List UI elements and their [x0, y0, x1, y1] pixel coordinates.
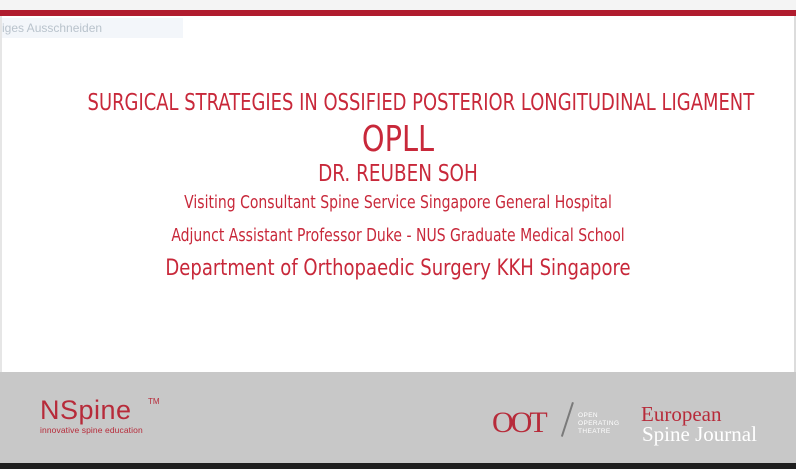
- top-strip: [0, 0, 796, 10]
- presenter-name: DR. REUBEN SOH: [318, 161, 478, 187]
- nspine-trademark: TM: [148, 397, 160, 406]
- top-accent-bar: [0, 10, 796, 16]
- european-spine-journal-logo: [641, 404, 757, 444]
- title-block: [0, 88, 796, 283]
- footer-band: [0, 372, 796, 463]
- snipping-tool-overlay-label: iges Ausschneiden: [0, 18, 183, 38]
- slide-title: SURGICAL STRATEGIES IN OSSIFIED POSTERIOR LONGITUDINAL LIGAMENT: [87, 90, 755, 116]
- bottom-border: [0, 463, 796, 469]
- oot-line-2: OPERATING: [578, 420, 620, 427]
- slide-acronym: OPLL: [361, 119, 435, 160]
- esj-line-1: European: [641, 402, 722, 426]
- esj-line-2: Spine Journal: [642, 422, 757, 446]
- affiliation-line-1: Visiting Consultant Spine Service Singapore General Hospital: [184, 193, 612, 213]
- oot-wordmark: OOT: [492, 406, 545, 439]
- oot-line-3: THEATRE: [578, 428, 611, 435]
- affiliation-line-2: Adjunct Assistant Professor Duke - NUS Graduate Medical School: [171, 226, 625, 246]
- nspine-wordmark: NSpine: [40, 395, 132, 425]
- nspine-logo: [40, 395, 160, 435]
- oot-subtitle: [578, 412, 619, 436]
- department-line: Department of Orthopaedic Surgery KKH Singapore: [165, 256, 631, 281]
- oot-line-1: OPEN: [578, 412, 599, 419]
- oot-divider: [561, 402, 574, 437]
- nspine-tagline: innovative spine education: [40, 425, 143, 435]
